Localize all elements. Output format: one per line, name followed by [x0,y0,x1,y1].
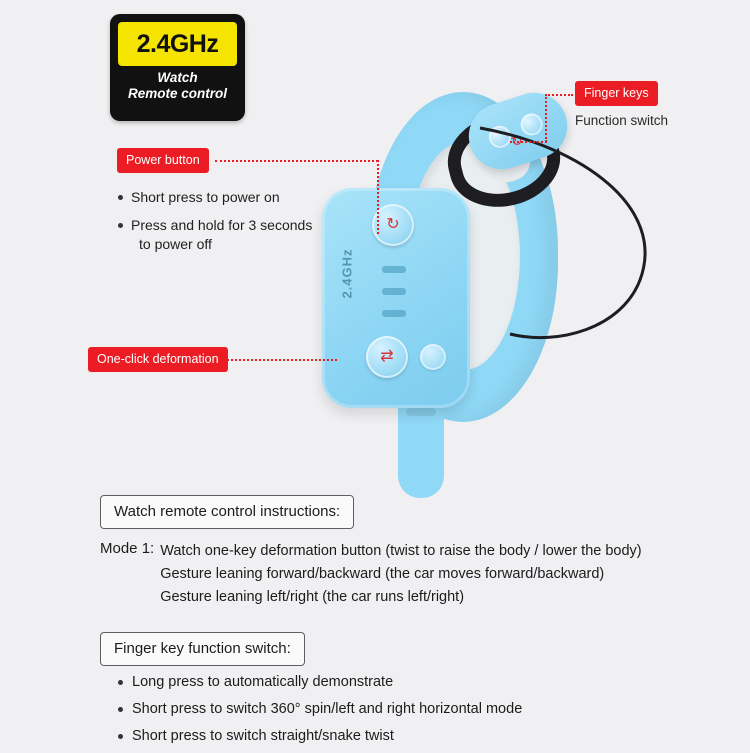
mode-label: Mode 1: [100,540,155,557]
leader-line-finger-h2 [510,141,547,143]
callout-power-button: Power button [117,148,209,173]
led-indicator-3 [382,310,406,317]
deformation-button[interactable] [366,336,408,378]
mode-row [100,540,700,609]
device-side-text: 2.4GHz [339,248,355,299]
frequency-badge-line1: Watch [157,70,198,85]
leader-line-deformation [219,359,337,361]
leader-line-finger-h [545,94,573,96]
led-indicator-2 [382,288,406,295]
finger-key-title: Finger key function switch: [100,632,305,666]
callout-finger-keys: Finger keys [575,81,658,106]
bullet-icon [118,734,123,739]
leader-line-power-v [377,160,379,234]
mode-line: Gesture leaning forward/backward (the car moves forward/backward) [160,566,605,582]
power-note-text-wrapper [131,216,312,254]
bullet-icon [118,707,123,712]
frequency-badge-value: 2.4GHz [136,29,219,58]
list-item-text: Short press to switch 360° spin/left and right horizontal mode [132,701,523,717]
list-item [118,672,698,693]
mode-line: Watch one-key deformation button (twist to raise the body / lower the body) [160,543,642,559]
instructions-title: Watch remote control instructions: [100,495,354,529]
list-item-text: Long press to automatically demonstrate [132,674,394,690]
list-item [118,699,698,720]
bullet-icon [118,195,123,200]
connector-wire [462,120,672,360]
frequency-badge-highlight [118,22,237,66]
watch-control-face [322,188,470,408]
list-item-text: Short press to switch straight/snake twist [132,728,394,744]
list-item [118,726,698,747]
bullet-icon [118,680,123,685]
leader-line-finger-v [545,94,547,142]
led-indicator-1 [382,266,406,273]
deformation-icon: ⇄ [380,348,394,365]
power-note-item [118,188,343,207]
power-note-text: Press and hold for 3 seconds [131,217,313,233]
frequency-badge [110,14,245,121]
auxiliary-button[interactable] [420,344,446,370]
bullet-icon [118,223,123,228]
power-button-notes [118,188,343,263]
finger-key-icon: ↻ [508,131,525,151]
mode-line: Gesture leaning left/right (the car runs left/right) [160,589,465,605]
power-note-text: Short press to power on [131,189,280,205]
watch-strap-tail [398,398,444,498]
frequency-badge-line2: Remote control [127,86,227,101]
power-note-item [118,216,343,254]
leader-line-power-h [215,160,378,162]
mode-block [100,540,700,609]
finger-key-list [118,672,698,753]
callout-function-switch: Function switch [575,113,669,128]
callout-one-click-deformation: One-click deformation [88,347,228,372]
power-note-text-cont: to power off [139,236,212,252]
mode-lines [160,540,641,609]
power-icon: ↻ [386,216,400,233]
frequency-badge-subtitle [110,70,245,102]
product-photo [250,80,680,490]
